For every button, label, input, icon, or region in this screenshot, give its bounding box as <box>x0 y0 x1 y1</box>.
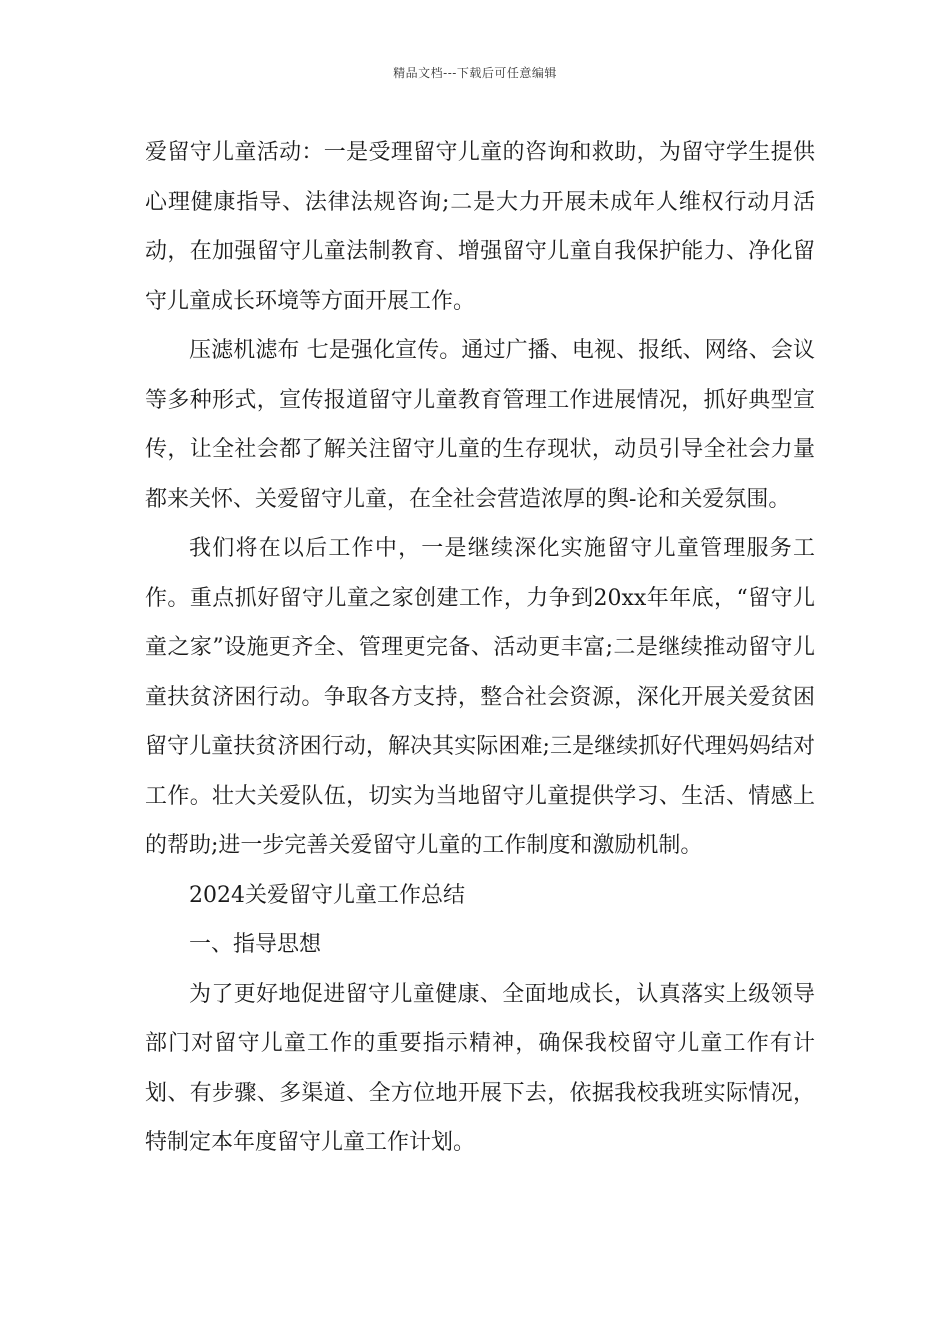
paragraph-future-work: 我们将在以后工作中，一是继续深化实施留守儿童管理服务工作。重点抓好留守儿童之家创建工作，力争到20xx年年底，“留守儿童之家”设施更齐全、管理更完备、活动更丰富;二是继续推动留守儿童扶贫济困行动。争取各方支持，整合社会资源，深化开展关爱贫困留守儿童扶贫济困行动，解决其实际困难;三是继续抓好代理妈妈结对工作。壮大关爱队伍，切实为当地留守儿童提供学习、生活、情感上的帮助;进一步完善关爱留守儿童的工作制度和激励机制。 <box>145 536 815 858</box>
paragraph-guiding-thought: 为了更好地促进留守儿童健康、全面地成长，认真落实上级领导部门对留守儿童工作的重要指示精神，确保我校留守儿童工作有计划、有步骤、多渠道、全方位地开展下去，依据我校我班实际情况，特制定本年度留守儿童工作计划。 <box>145 981 815 1155</box>
section-heading: 一、指导思想 <box>189 932 322 957</box>
paragraph-publicity: 压滤机滤布 七是强化宣传。通过广播、电视、报纸、网络、会议等多种形式，宣传报道留守儿童教育管理工作进展情况，抓好典型宣传，让全社会都了解关注留守儿童的生存现状，动员引导全社会力量都来关怀、关爱留守儿童，在全社会营造浓厚的舆-论和关爱氛围。 <box>145 338 815 512</box>
document-body <box>145 128 815 1168</box>
section-title: 2024关爱留守儿童工作总结 <box>189 882 465 908</box>
page-header: 精品文档---下载后可任意编辑 <box>393 66 557 80</box>
paragraph-continuation: 爱留守儿童活动：一是受理留守儿童的咨询和救助，为留守学生提供心理健康指导、法律法规咨询;二是大力开展未成年人维权行动月活动，在加强留守儿童法制教育、增强留守儿童自我保护能力、净化留守儿童成长环境等方面开展工作。 <box>145 140 815 314</box>
